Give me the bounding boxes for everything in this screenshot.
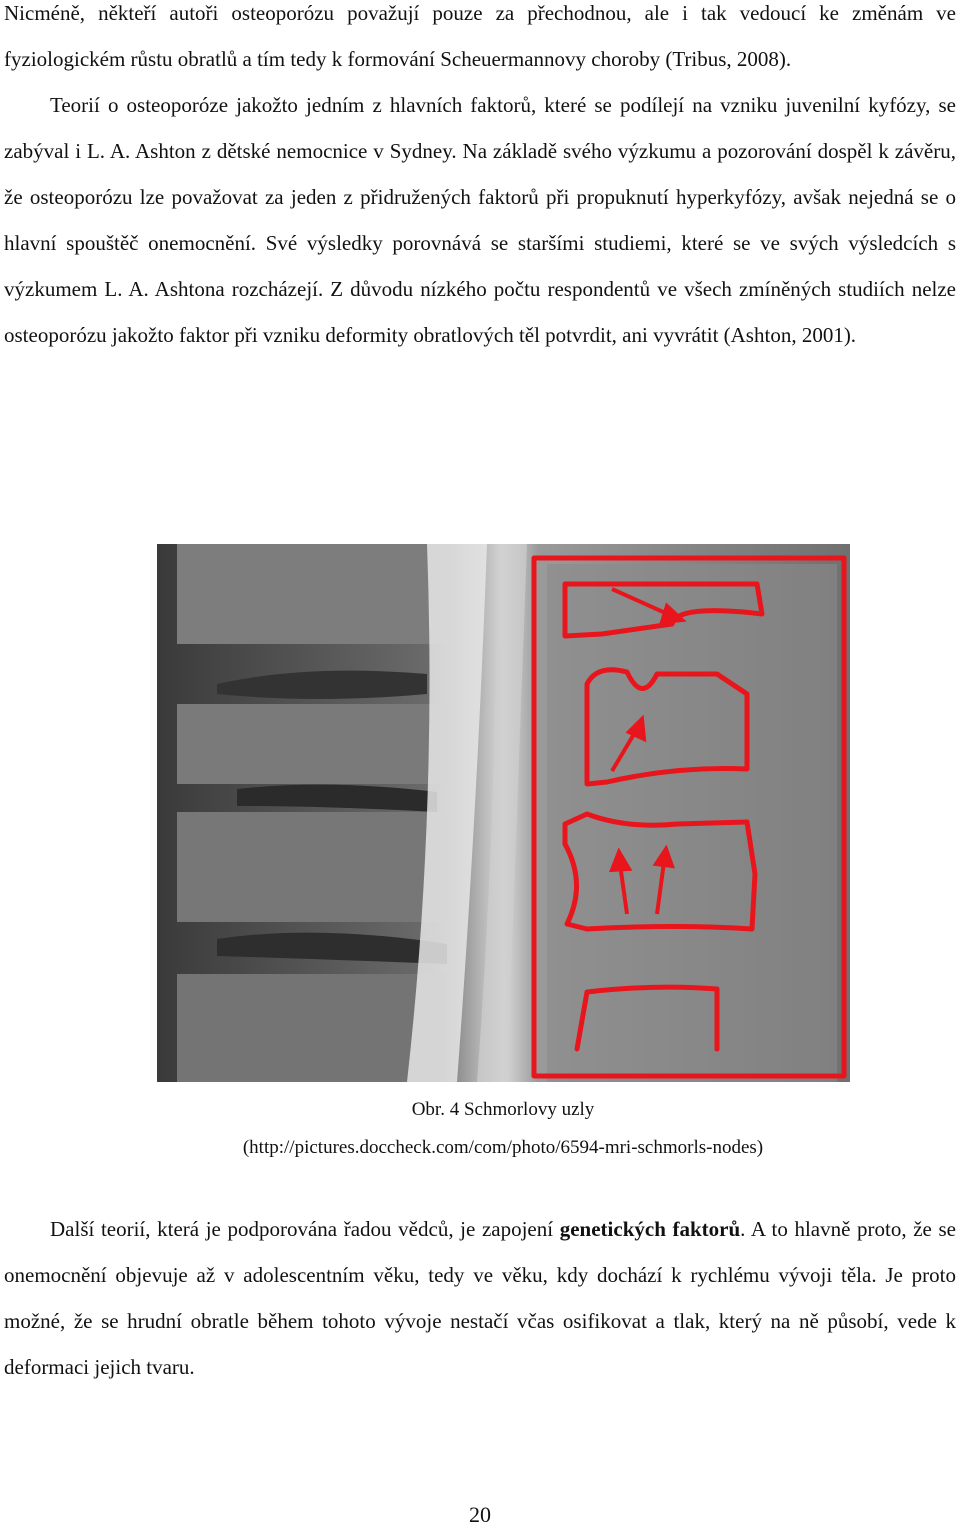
paragraph-genetics	[4, 1206, 956, 1390]
paragraph-osteoporosis-part1: Nicméně, někteří autoři osteoporózu považují pouze za přechodnou, ale i tak vedoucí ke změnám ve fyziologickém růstu obratlů a tím tedy k formování Scheuermannovy choroby (Tribus, 2008).	[4, 1, 956, 71]
paragraph-osteoporosis	[4, 0, 956, 358]
mri-spine-image	[157, 544, 850, 1082]
paragraph-genetics-bold: genetických faktorů	[559, 1217, 741, 1241]
paragraph-genetics-after: . A to hlavně proto, že se onemocnění objevuje až v adolescentním věku, tedy ve věku, kdy dochází k rychlému vývoji těla. Je proto možné, že se hrudní obratle během tohoto vývoje nestačí včas osifikovat a tlak, který na ně působí, vede k deformaci jejich tvaru.	[4, 1217, 956, 1379]
paragraph-genetics-before: Další teorií, která je podporována řadou vědců, je zapojení	[50, 1217, 560, 1241]
page-number: 20	[469, 1502, 491, 1527]
figure-caption: Obr. 4 Schmorlovy uzly	[411, 1099, 595, 1120]
paragraph-osteoporosis-part2: Teorií o osteoporóze jakožto jedním z hlavních faktorů, které se podílejí na vzniku juvenilní kyfózy, se zabýval i L. A. Ashton z dětské nemocnice v Sydney. Na základě svého výzkumu a pozorování dospěl k závěru, že osteoporózu lze považovat za jeden z přidružených faktorů při propuknutí hyperkyfózy, avšak nejedná se o hlavní spouštěč onemocnění. Své výsledky porovnává se staršími studiemi, které se ve svých výsledcích s výzkumem L. A. Ashtona rozcházejí. Z důvodu nízkého počtu respondentů ve všech zmíněných studiích nelze osteoporózu jakožto faktor při vzniku deformity obratlových těl potvrdit, ani vyvrátit (Ashton, 2001).	[4, 93, 956, 347]
mri-figure	[157, 544, 850, 1082]
figure-source: (http://pictures.doccheck.com/com/photo/6594-mri-schmorls-nodes)	[242, 1137, 764, 1158]
